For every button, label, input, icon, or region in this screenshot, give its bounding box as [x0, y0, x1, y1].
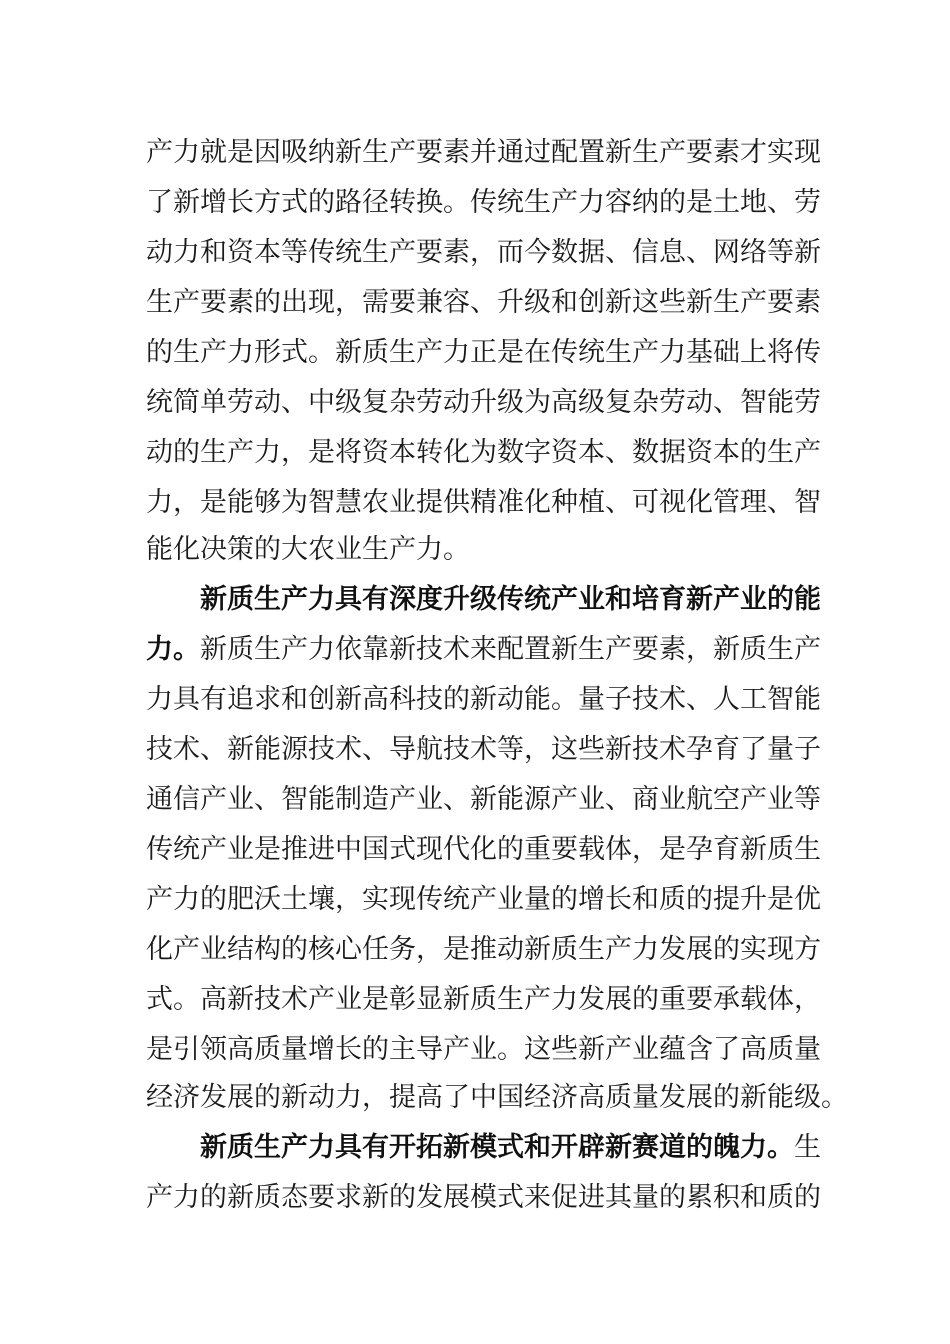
- paragraph-1-line-6: [146, 383, 821, 423]
- paragraph-2-line-5: [146, 780, 821, 820]
- body-text: 是引领高质量增长的主导产业。这些新产业蕴含了高质量: [146, 1034, 821, 1065]
- body-text: 技术、新能源技术、导航技术等，这些新技术孕育了量子: [146, 734, 821, 765]
- body-text: 力，是能够为智慧农业提供精准化种植、可视化管理、智: [146, 487, 821, 518]
- body-text: 产力就是因吸纳新生产要素并通过配置新生产要素才实现: [146, 137, 821, 168]
- paragraph-2-line-1: [200, 580, 821, 620]
- paragraph-heading-text: 力。: [146, 634, 200, 665]
- body-text: 了新增长方式的路径转换。传统生产力容纳的是土地、劳: [146, 187, 821, 218]
- body-text: 动力和资本等传统生产要素，而今数据、信息、网络等新: [146, 237, 821, 268]
- paragraph-2-line-2: [146, 630, 821, 670]
- body-text: 统简单劳动、中级复杂劳动升级为高级复杂劳动、智能劳: [146, 387, 821, 418]
- paragraph-2-line-8: [146, 930, 821, 970]
- paragraph-2-line-7: [146, 880, 821, 920]
- paragraph-heading-text: 新质生产力具有开拓新模式和开辟新赛道的魄力。: [200, 1132, 794, 1163]
- paragraph-2-line-11: [146, 1078, 848, 1118]
- paragraph-2-line-4: [146, 730, 821, 770]
- paragraph-1-line-8: [146, 483, 821, 523]
- body-text: 生产要素的出现，需要兼容、升级和创新这些新生产要素: [146, 287, 821, 318]
- body-text: 的生产力形式。新质生产力正是在传统生产力基础上将传: [146, 337, 821, 368]
- paragraph-2-line-6: [146, 830, 821, 870]
- paragraph-1-line-5: [146, 333, 821, 373]
- paragraph-2-line-9: [146, 980, 821, 1020]
- body-text: 化产业结构的核心任务，是推动新质生产力发展的实现方: [146, 934, 821, 965]
- body-text: 能化决策的大农业生产力。: [146, 534, 470, 565]
- body-text: 经济发展的新动力，提高了中国经济高质量发展的新能级。: [146, 1082, 848, 1113]
- body-text: 生: [794, 1132, 821, 1163]
- paragraph-1-line-3: [146, 233, 821, 273]
- paragraph-2-line-10: [146, 1030, 821, 1070]
- paragraph-1-line-2: [146, 183, 821, 223]
- body-text: 式。高新技术产业是彰显新质生产力发展的重要承载体，: [146, 984, 821, 1015]
- paragraph-1-line-7: [146, 433, 821, 473]
- body-text: 动的生产力，是将资本转化为数字资本、数据资本的生产: [146, 437, 821, 468]
- paragraph-2-line-3: [146, 680, 821, 720]
- paragraph-heading-text: 新质生产力具有深度升级传统产业和培育新产业的能: [200, 584, 821, 615]
- paragraph-1-line-4: [146, 283, 821, 323]
- body-text: 通信产业、智能制造产业、新能源产业、商业航空产业等: [146, 784, 821, 815]
- body-text: 新质生产力依靠新技术来配置新生产要素，新质生产: [200, 634, 821, 665]
- paragraph-1-line-1: [146, 133, 821, 173]
- body-text: 产力的肥沃土壤，实现传统产业量的增长和质的提升是优: [146, 884, 821, 915]
- body-text: 产力的新质态要求新的发展模式来促进其量的累积和质的: [146, 1182, 821, 1213]
- paragraph-3-line-2: [146, 1178, 821, 1218]
- body-text: 传统产业是推进中国式现代化的重要载体，是孕育新质生: [146, 834, 821, 865]
- body-text: 力具有追求和创新高科技的新动能。量子技术、人工智能: [146, 684, 821, 715]
- paragraph-1-line-9: [146, 530, 806, 570]
- paragraph-3-line-1: [200, 1128, 821, 1168]
